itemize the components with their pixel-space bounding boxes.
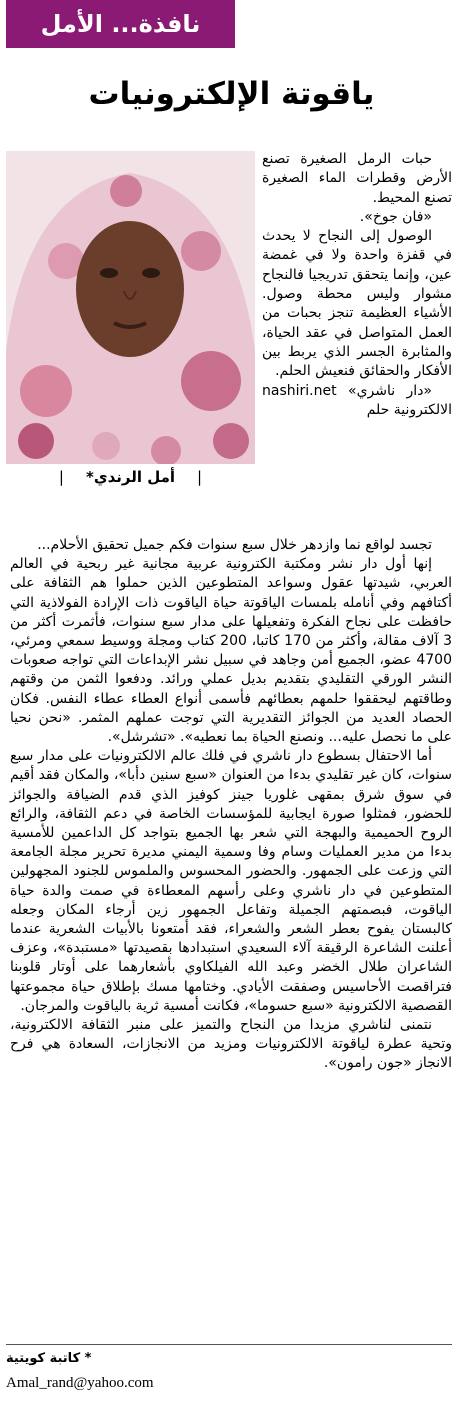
body-paragraph: نتمنى لناشري مزيدا من النجاح والتميز على منبر الثقافة الالكترونية، وتحية عطرة لياقوتة الالكترونيات ومزيد من الانجازات، السعادة هي فرح الانجاز «جون رامون». (10, 1017, 452, 1072)
column-title: نافذة... الأمل (6, 0, 235, 48)
article-body (10, 536, 452, 1074)
footer-divider (6, 1344, 452, 1345)
body-paragraph: إنها أول دار نشر ومكتبة الكترونية عربية مجانية غير ربحية في العالم العربي، شيدتها عقول وسواعد المتطوعين الذين حملوا هم الثقافة على أكتافهم وفي أنامله بلمسات الياقوتة حياة الياقوت ذات الإرادة الفولاذية التي حافظت على نجاح الفكرة وتفعيلها على مدار سبع سنوات، فأثمرت أكثر من 3 آلاف مقالة، وأكثر من 170 كاتبا، 200 كتاب ومجلة ووسيط سمعي ومرئي، 4700 عضو، الجميع أمن وجاهد في سبيل نشر الإبداعات التي تواجه صعوبات النشر الورقي التقليدي بتقديم بديل عملي ورائد. ودفعوا الثمن من وقتهم وطاقتهم ليحققوا حلمهم بعطائهم فأسمى أنواع العطاء عطاء النفس. فكان الحصاد العديد من الجوائز التقديرية التي توجت عملهم المثمر. «نحن نحيا على ما نحصل عليه... ونصنع الحياة بما نعطيه». «تشرشل». (10, 556, 452, 746)
article-headline: ياقوتة الإلكترونيات (88, 76, 375, 112)
body-paragraph: أما الاحتفال بسطوع دار ناشري في فلك عالم الالكترونيات على مدار سبع سنوات، كان غير تقليدي بدءا من العنوان «سبع سنين دأبا»، والمكان فقد أقيم في سوق شرق بمقهى غلوريا جينز كوفيز الذي قدم الضيافة والجوائز للحضور، فمثلوا صورة ايجابية للمؤسسات الخاصة في دعم الثقافة، والرائع الروح الحميمية والبهجة التي شعر بها الجميع بتواجد كل الداعمين للأمسية بدءا من مدير العمليات وسام وفا وسمية اليمني مديرة تحرير مجلة الجامعة التي وزعت على الجمهور. والحضور المحسوس والملموس للجنود المجهولين المتطوعين في دار ناشري وعلى رأسهم المعطاءة في صمت والدة حياة الياقوت، فبصمتهم الجميلة وتفاعل الجمهور زين أرجاء المكان وجعله كالبستان يفوح بعطر الشعر والشعراء، فقد أمتعونا بالأبيات الشعرية عندما أعلنت الشاعرة الرقيقة آلاء السعيدي استبدادها بقصيدتها «مستبدة»، وعزف الشاعران طلال الخضر وعبد الله الفيلكاوي بأشعارهما على أوتار قلوبنا فتراقصت الأحاسيس وصفقت الأيادي. وختامها مسك بإطلاق حياة مجموعتها القصصية الالكترونية «سبع حسوما»، فكانت أمسية ثرية بالياقوت والمرجان. (10, 748, 452, 1014)
quote-attribution: «فان جوخ». (359, 208, 432, 225)
quote-line: حبات الرمل الصغيرة تصنع الأرض وقطرات الماء الصغيرة تصنع المحيط. (262, 151, 452, 206)
caption-separator: | (58, 468, 64, 486)
body-paragraph: تجسد لواقع نما وازدهر خلال سبع سنوات فكم جميل تحقيق الأحلام... (37, 537, 432, 553)
author-email[interactable]: Amal_rand@yahoo.com (6, 1375, 154, 1391)
author-name: أمل الرندي* (85, 468, 176, 486)
article-side-column (262, 150, 452, 420)
caption-separator: | (197, 468, 203, 486)
author-photo (6, 151, 255, 464)
photo-caption (6, 464, 255, 490)
author-note: * كاتبة كويتية (6, 1351, 92, 1366)
body-paragraph: الوصول إلى النجاح لا يحدث في قفزة واحدة ولا في غمضة عين، وإنما يتحقق تدريجيا فالنجاح مشوار وليس محطة وصول. الأشياء العظيمة تنجز بحبات من العمل المتواصل في عقد الحياة، والمثابرة الجسر الذي يربط بين الأفكار والحقائق فنعيش الحلم. (262, 228, 452, 380)
body-paragraph: «دار ناشري» nashiri.net الالكترونية حلم (262, 382, 452, 418)
author-portrait-image (6, 151, 255, 464)
